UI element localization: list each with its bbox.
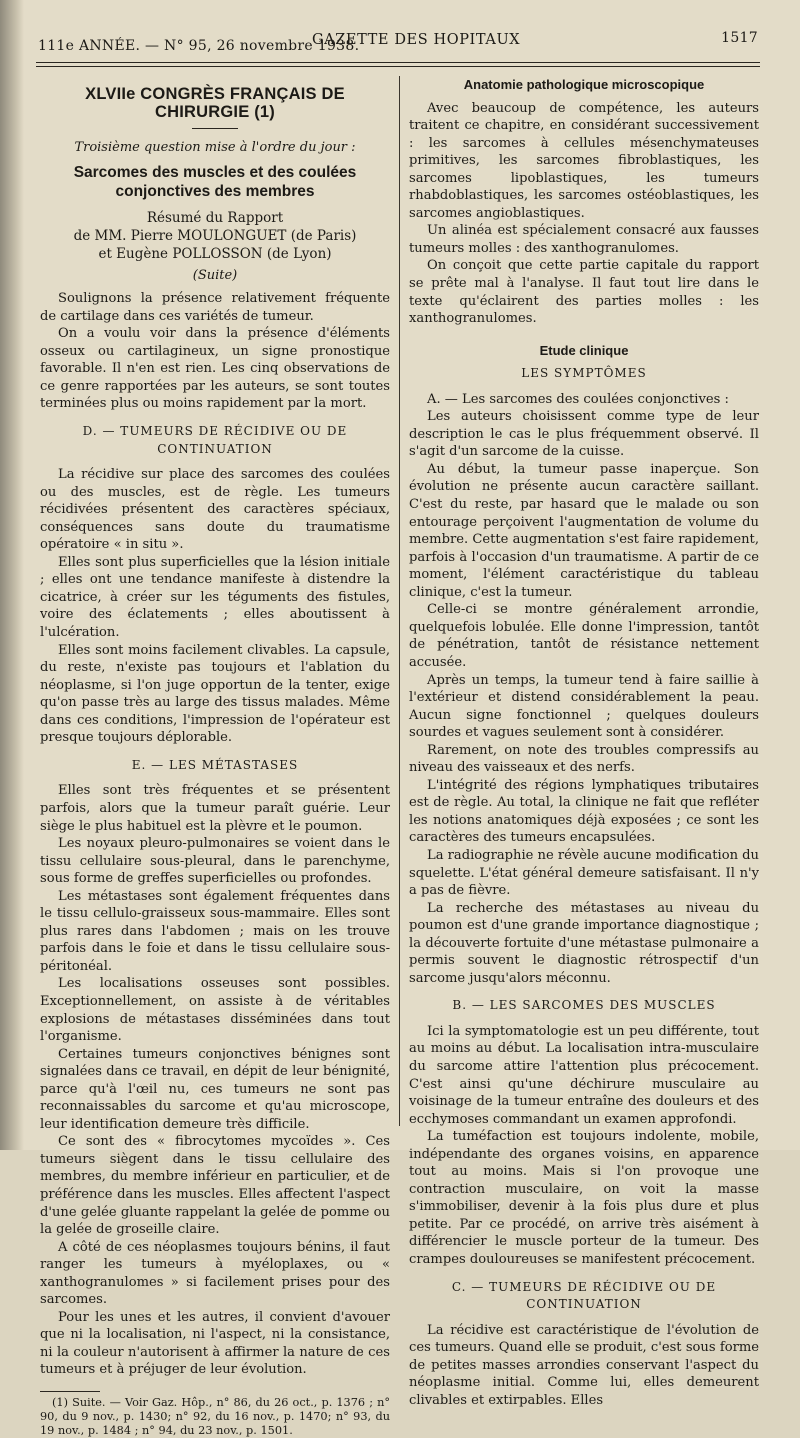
section-d-title: D. — TUMEURS DE RÉCIDIVE OU DE CONTINUATION <box>82 424 348 456</box>
paragraph: Elles sont moins facilement clivables. La capsule, du reste, n'existe pas toujours et l'ablation du néoplasme, si l'on juge opportun de la tenter, exige qu'on passe très au large des tissus malades. Même dans ces conditions, l'impression de l'opérateur est presque toujours déplorable. <box>40 642 390 746</box>
journal-title: GAZETTE DES HOPITAUX <box>312 32 521 48</box>
left-column <box>40 76 390 1438</box>
paragraph: On conçoit que cette partie capitale du rapport se prête mal à l'analyse. Il faut tout lire dans le texte qu'éclairent des parties molles : les xanthogranulomes. <box>409 258 759 327</box>
paragraph: Rarement, on note des troubles compressifs au niveau des vaisseaux et des nerfs. <box>409 742 759 776</box>
paragraph: Ce sont des « fibrocytomes mycoïdes ». Ces tumeurs siègent dans le tissu cellulaire des membres, du membre inférieur en particulier, et de préférence dans les muscles. Elles affectent l'aspect d'une gelée gluante rappelant la gelée de pomme ou la gelée de groseille claire. <box>40 1134 390 1238</box>
clinical-title: Etude clinique <box>539 342 629 358</box>
section-c-title: C. — TUMEURS DE RÉCIDIVE OU DE CONTINUATION <box>451 1279 717 1312</box>
header-rule-2 <box>36 66 760 67</box>
title-rule <box>192 128 238 129</box>
paragraph: Un alinéa est spécialement consacré aux fausses tumeurs molles : des xanthogranulomes. <box>409 223 759 256</box>
paragraph: La radiographie ne révèle aucune modification du squelette. L'état général demeure satisfaisant. Il n'y a pas de fièvre. <box>409 847 759 899</box>
binding-shadow <box>0 0 24 1150</box>
paragraph: On a voulu voir dans la présence d'éléments osseux ou cartilagineux, un signe pronostique favorable. Il n'en est rien. Les cinq observations de ce genre rapportées par les auteurs, se sont toutes terminées plus ou moins rapidement par la mort. <box>40 326 390 412</box>
column-divider <box>399 76 400 1126</box>
paragraph: Les métastases sont également fréquentes dans le tissu cellulo-graisseux sous-mammaire. Elles sont plus rares dans l'abdomen ; mais on les trouve parfois dans le foie et dans le tissu cellulaire sous-péritonéal. <box>40 888 390 974</box>
issue-info: 111e ANNÉE. — N° 95, 26 novembre 1938. <box>38 38 360 54</box>
question-title: Sarcomes des muscles et des coulées conjonctives des membres <box>73 163 357 200</box>
paragraph: Avec beaucoup de compétence, les auteurs traitent ce chapitre, en considérant successivement : les sarcomes à cellules mésenchymateuses primitives, les sarcomes fibroblastiques, les sarcomes lipoblastiques, les tumeurs rhabdoblastiques, les sarcomes ostéoblastiques, les sarcomes angioblastiques. <box>409 100 759 221</box>
paragraph: Les auteurs choisissent comme type de leur description le cas le plus fréquemment observé. Il s'agit d'un sarcome de la cuisse. <box>409 409 759 460</box>
right-column <box>409 76 759 1409</box>
page-number: 1517 <box>721 30 758 46</box>
anatomy-title: Anatomie pathologique microscopique <box>463 77 705 92</box>
paragraph: La tuméfaction est toujours indolente, mobile, indépendante des organes voisins, en apparence tout au moins. Mais si l'on provoque une contraction musculaire, on voit la masse s'immobiliser, devenir à la fois plus dure et plus petite. Par ce procédé, on arrive très aisément à différencier le muscle porteur de la tumeur. Des crampes douloureuses se manifestent précocement. <box>409 1129 759 1267</box>
header-rule <box>36 62 760 63</box>
paragraph: Après un temps, la tumeur tend à faire saillie à l'extérieur et distend considérablement la peau. Aucun signe fonctionnel ; quelques douleurs sourdes et vagues seulement sont à considérer. <box>409 672 759 741</box>
footnote-rule <box>40 1391 100 1392</box>
authors-line-2: et Eugène POLLOSSON (de Lyon) <box>98 245 332 262</box>
paragraph: Pour les unes et les autres, il convient d'avouer que ni la localisation, ni l'aspect, ni la consistance, ni la couleur n'autorisent à affirmer la nature de ces tumeurs et à préjuger de leur évolution. <box>40 1309 390 1378</box>
section-b-title: B. — LES SARCOMES DES MUSCLES <box>452 998 716 1013</box>
paragraph: L'intégrité des régions lymphatiques tributaires est de règle. Au total, la clinique ne fait que refléter les notions anatomiques déjà exposées ; ce sont les caractères des tumeurs encapsulées. <box>409 777 759 846</box>
paragraph: Les localisations osseuses sont possibles. Exceptionnellement, on assiste à de véritables explosions de métastases disséminées dans tout l'organisme. <box>40 976 390 1045</box>
paragraph: Certaines tumeurs conjonctives bénignes sont signalées dans ce travail, en dépit de leur bénignité, parce qu'à l'œil nu, ces tumeurs ne sont pas reconnaissables du sarcome et qu'au microscope, leur identification demeure très difficile. <box>40 1046 390 1132</box>
paragraph: La récidive est caractéristique de l'évolution de ces tumeurs. Quand elle se produit, c'est sous forme de petites masses arrondies conservant l'aspect du néoplasme initial. Comme lui, elles demeurent clivables et extirpables. Elles <box>409 1322 759 1408</box>
footnote: (1) Suite. — Voir Gaz. Hôp., n° 86, du 26 oct., p. 1376 ; n° 90, du 9 nov., p. 1430; n° 92, du 16 nov., p. 1470; n° 93, du 19 nov., p. 1484 ; n° 94, du 23 nov., p. 1501. <box>40 1396 390 1437</box>
paragraph: Au début, la tumeur passe inaperçue. Son évolution ne présente aucun caractère saillant. C'est du reste, par hasard que le malade ou son entourage perçoivent l'augmentation de volume du membre. Cette augmentation s'est faire rapidement, parfois à l'occasion d'un traumatisme. A partir de ce moment, l'élément caractéristique du tableau clinique, c'est la tumeur. <box>409 461 759 600</box>
authors-line-1: de MM. Pierre MOULONGUET (de Paris) <box>73 227 357 244</box>
section-a-intro: A. — Les sarcomes des coulées conjonctives : <box>427 391 729 407</box>
congress-title: XLVIIe CONGRÈS FRANÇAIS DE CHIRURGIE (1) <box>85 85 345 121</box>
paragraph: Ici la symptomatologie est un peu différente, tout au moins au début. La localisation intra-musculaire du sarcome attire l'attention plus précocement. C'est ainsi qu'une déchirure musculaire au voisinage de la tumeur entraîne des douleurs et des ecchymoses commandant un examen approfondi. <box>409 1023 759 1127</box>
symptoms-title: LES SYMPTÔMES <box>521 366 647 381</box>
section-e-title: E. — LES MÉTASTASES <box>131 757 299 772</box>
suite-label: (Suite) <box>192 267 238 283</box>
paragraph: Celle-ci se montre généralement arrondie, quelquefois lobulée. Elle donne l'impression, tantôt de pénétration, tantôt de résistance nettement accusée. <box>409 602 759 670</box>
report-title: Résumé du Rapport <box>146 209 284 226</box>
paragraph: Elles sont plus superficielles que la lésion initiale ; elles ont une tendance manifeste à distendre la cicatrice, à créer sur les téguments des fistules, voire des éclatements ; elles aboutissent à l'ulcération. <box>40 554 390 641</box>
paragraph: Les noyaux pleuro-pulmonaires se voient dans le tissu cellulaire sous-pleural, dans le parenchyme, sous forme de greffes superficielles ou profondes. <box>40 836 390 887</box>
paragraph: A côté de ces néoplasmes toujours bénins, il faut ranger les tumeurs à myéloplaxes, ou « xanthogranulomes » si facilement prises pour des sarcomes. <box>40 1239 390 1308</box>
paragraph: Elles sont très fréquentes et se présentent parfois, alors que la tumeur paraît guérie. Leur siège le plus habituel est la plèvre et le poumon. <box>40 783 390 834</box>
paragraph: Soulignons la présence relativement fréquente de cartilage dans ces variétés de tumeur. <box>40 291 390 324</box>
running-header <box>38 30 758 58</box>
question-intro: Troisième question mise à l'ordre du jour : <box>74 140 356 156</box>
paragraph: La récidive sur place des sarcomes des coulées ou des muscles, est de règle. Les tumeurs récidivées présentent des caractères spéciaux, conséquences sans doute du traumatisme opératoire « in situ ». <box>40 467 390 553</box>
paragraph: La recherche des métastases au niveau du poumon est d'une grande importance diagnostique ; la découverte fortuite d'une métastase pulmonaire a permis souvent le diagnostic rétrospectif d'un sarcome jusqu'alors méconnu. <box>409 900 759 986</box>
